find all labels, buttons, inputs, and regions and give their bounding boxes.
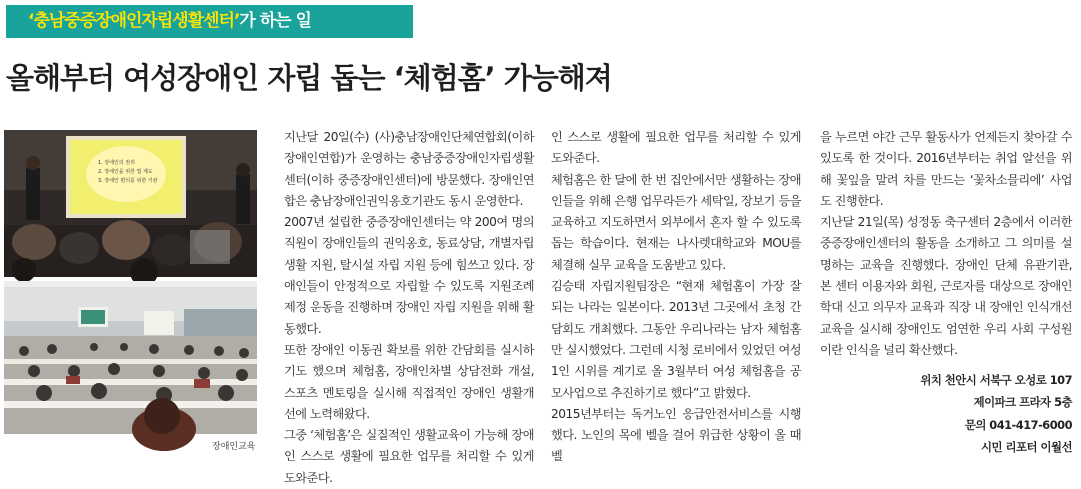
- photo-caption: 장애인교육: [212, 442, 256, 452]
- article-column-2: [551, 127, 801, 468]
- article-paragraph: 을 누르면 야간 근무 활동사가 언제든지 찾아갈 수 있도록 한 것이다. 2016년부터는 취업 알선을 위해 꽃잎을 말려 차를 만드는 ‘꽃차소믈리에’ 사업도 진행한다.: [820, 130, 1072, 208]
- article-paragraph: 지난달 21일(목) 성정동 축구센터 2층에서 이러한 중증장애인센터의 활동을 소개하고 그 의미를 설명하는 교육을 진행했다. 장애인 단체 유관기관, 본 센터 이용자와 회원, 근로자를 대상으로 장애인 학대 신고 의무자 교육과 직장 내 장애인 인식개선 교육을 실시해 장애인도 엄연한 우리 사회 구성원이란 인식을 널리 확산했다.: [820, 215, 1072, 357]
- article-paragraph: 또한 장애인 이동권 확보를 위한 간담회를 실시하기도 했으며 체험홈, 장애인차별 상담전화 개설, 스포츠 멘토링을 실시해 직접적인 장애인 생활개선에 노력해왔다.: [284, 342, 534, 421]
- article-paragraph: 인 스스로 생활에 필요한 업무를 처리할 수 있게 도와준다.: [551, 130, 801, 166]
- article-paragraph: 2007년 설립한 중증장애인센터는 약 200여 명의 직원이 장애인들의 권익옹호, 동료상담, 개별자립생활 지원, 탈시설 자립 지원 등에 힘쓰고 있다. 장애인들이 안정적으로 자립할 수 있도록 지원조례 제정 운동을 진행하며 장애인 자립 지원을 위해 활동했다.: [284, 215, 534, 336]
- banner-highlight: ‘충남중증장애인자립생활센터’: [28, 11, 240, 31]
- photo-presentation: [4, 130, 257, 277]
- article-column-1: [284, 127, 534, 485]
- article-headline: 올해부터 여성장애인 자립 돕는 ‘체험홈’ 가능해져: [6, 61, 612, 95]
- photo-classroom: [4, 281, 257, 434]
- article-paragraph: 그중 ‘체험홈’은 실질적인 생활교육이 가능해 장애인 스스로 생활에 필요한 업무를 처리할 수 있게 도와준다.: [284, 428, 534, 485]
- banner-suffix: 가 하는 일: [239, 11, 311, 31]
- info-building: 제이파크 프라자 5층: [973, 395, 1072, 410]
- info-box: [820, 369, 1072, 458]
- section-banner: [6, 5, 413, 38]
- info-location: 위치 천안시 서북구 오성로 107: [920, 373, 1072, 387]
- article-paragraph: 체험홈은 한 달에 한 번 집안에서만 생활하는 장애인들을 위해 은행 업무라든가 세탁일, 장보기 등을 교육하고 지도하면서 외부에서 혼자 할 수 있도록 돕는 학습이다. 현재는 나사렛대학교와 MOU를 체결해 실무 교육을 도움받고 있다.: [551, 172, 801, 272]
- article-paragraph: 김승태 자립지원팀장은 “현재 체험홈이 가장 잘 되는 나라는 일본이다. 2013년 그곳에서 초청 간담회도 개최했다. 그동안 우리나라는 남자 체험홈만 실시했었다. 그런데 시청 로비에서 있었던 여성 1인 시위를 계기로 올 3월부터 여성 체험홈을 공모사업으로 추진하기로 했다”고 밝혔다.: [551, 279, 801, 400]
- slide-line-2: 2. 장애인을 위한 법 제도: [98, 169, 153, 175]
- article-paragraph: 2015년부터는 독거노인 응급안전서비스를 시행했다. 노인의 목에 벨을 걸어 위급한 상황이 올 때 벨: [551, 406, 801, 464]
- slide-line-3: 3. 장애인 편의를 위한 기관: [98, 178, 158, 184]
- article-paragraph: 지난달 20일(수) (사)충남장애인단체연합회(이하 장애인연합)가 운영하는 충남중증장애인자립생활센터(이하 중증장애인센터)에 방문했다. 장애인연합은 충남장애인권익옹호기관도 동시 운영한다.: [284, 130, 534, 208]
- slide-line-1: 1. 장애인의 권리: [98, 160, 135, 166]
- info-phone: 문의 041-417-6000: [964, 417, 1072, 432]
- article-column-3: [820, 127, 1072, 361]
- info-reporter: 시민 리포터 이월선: [981, 439, 1072, 454]
